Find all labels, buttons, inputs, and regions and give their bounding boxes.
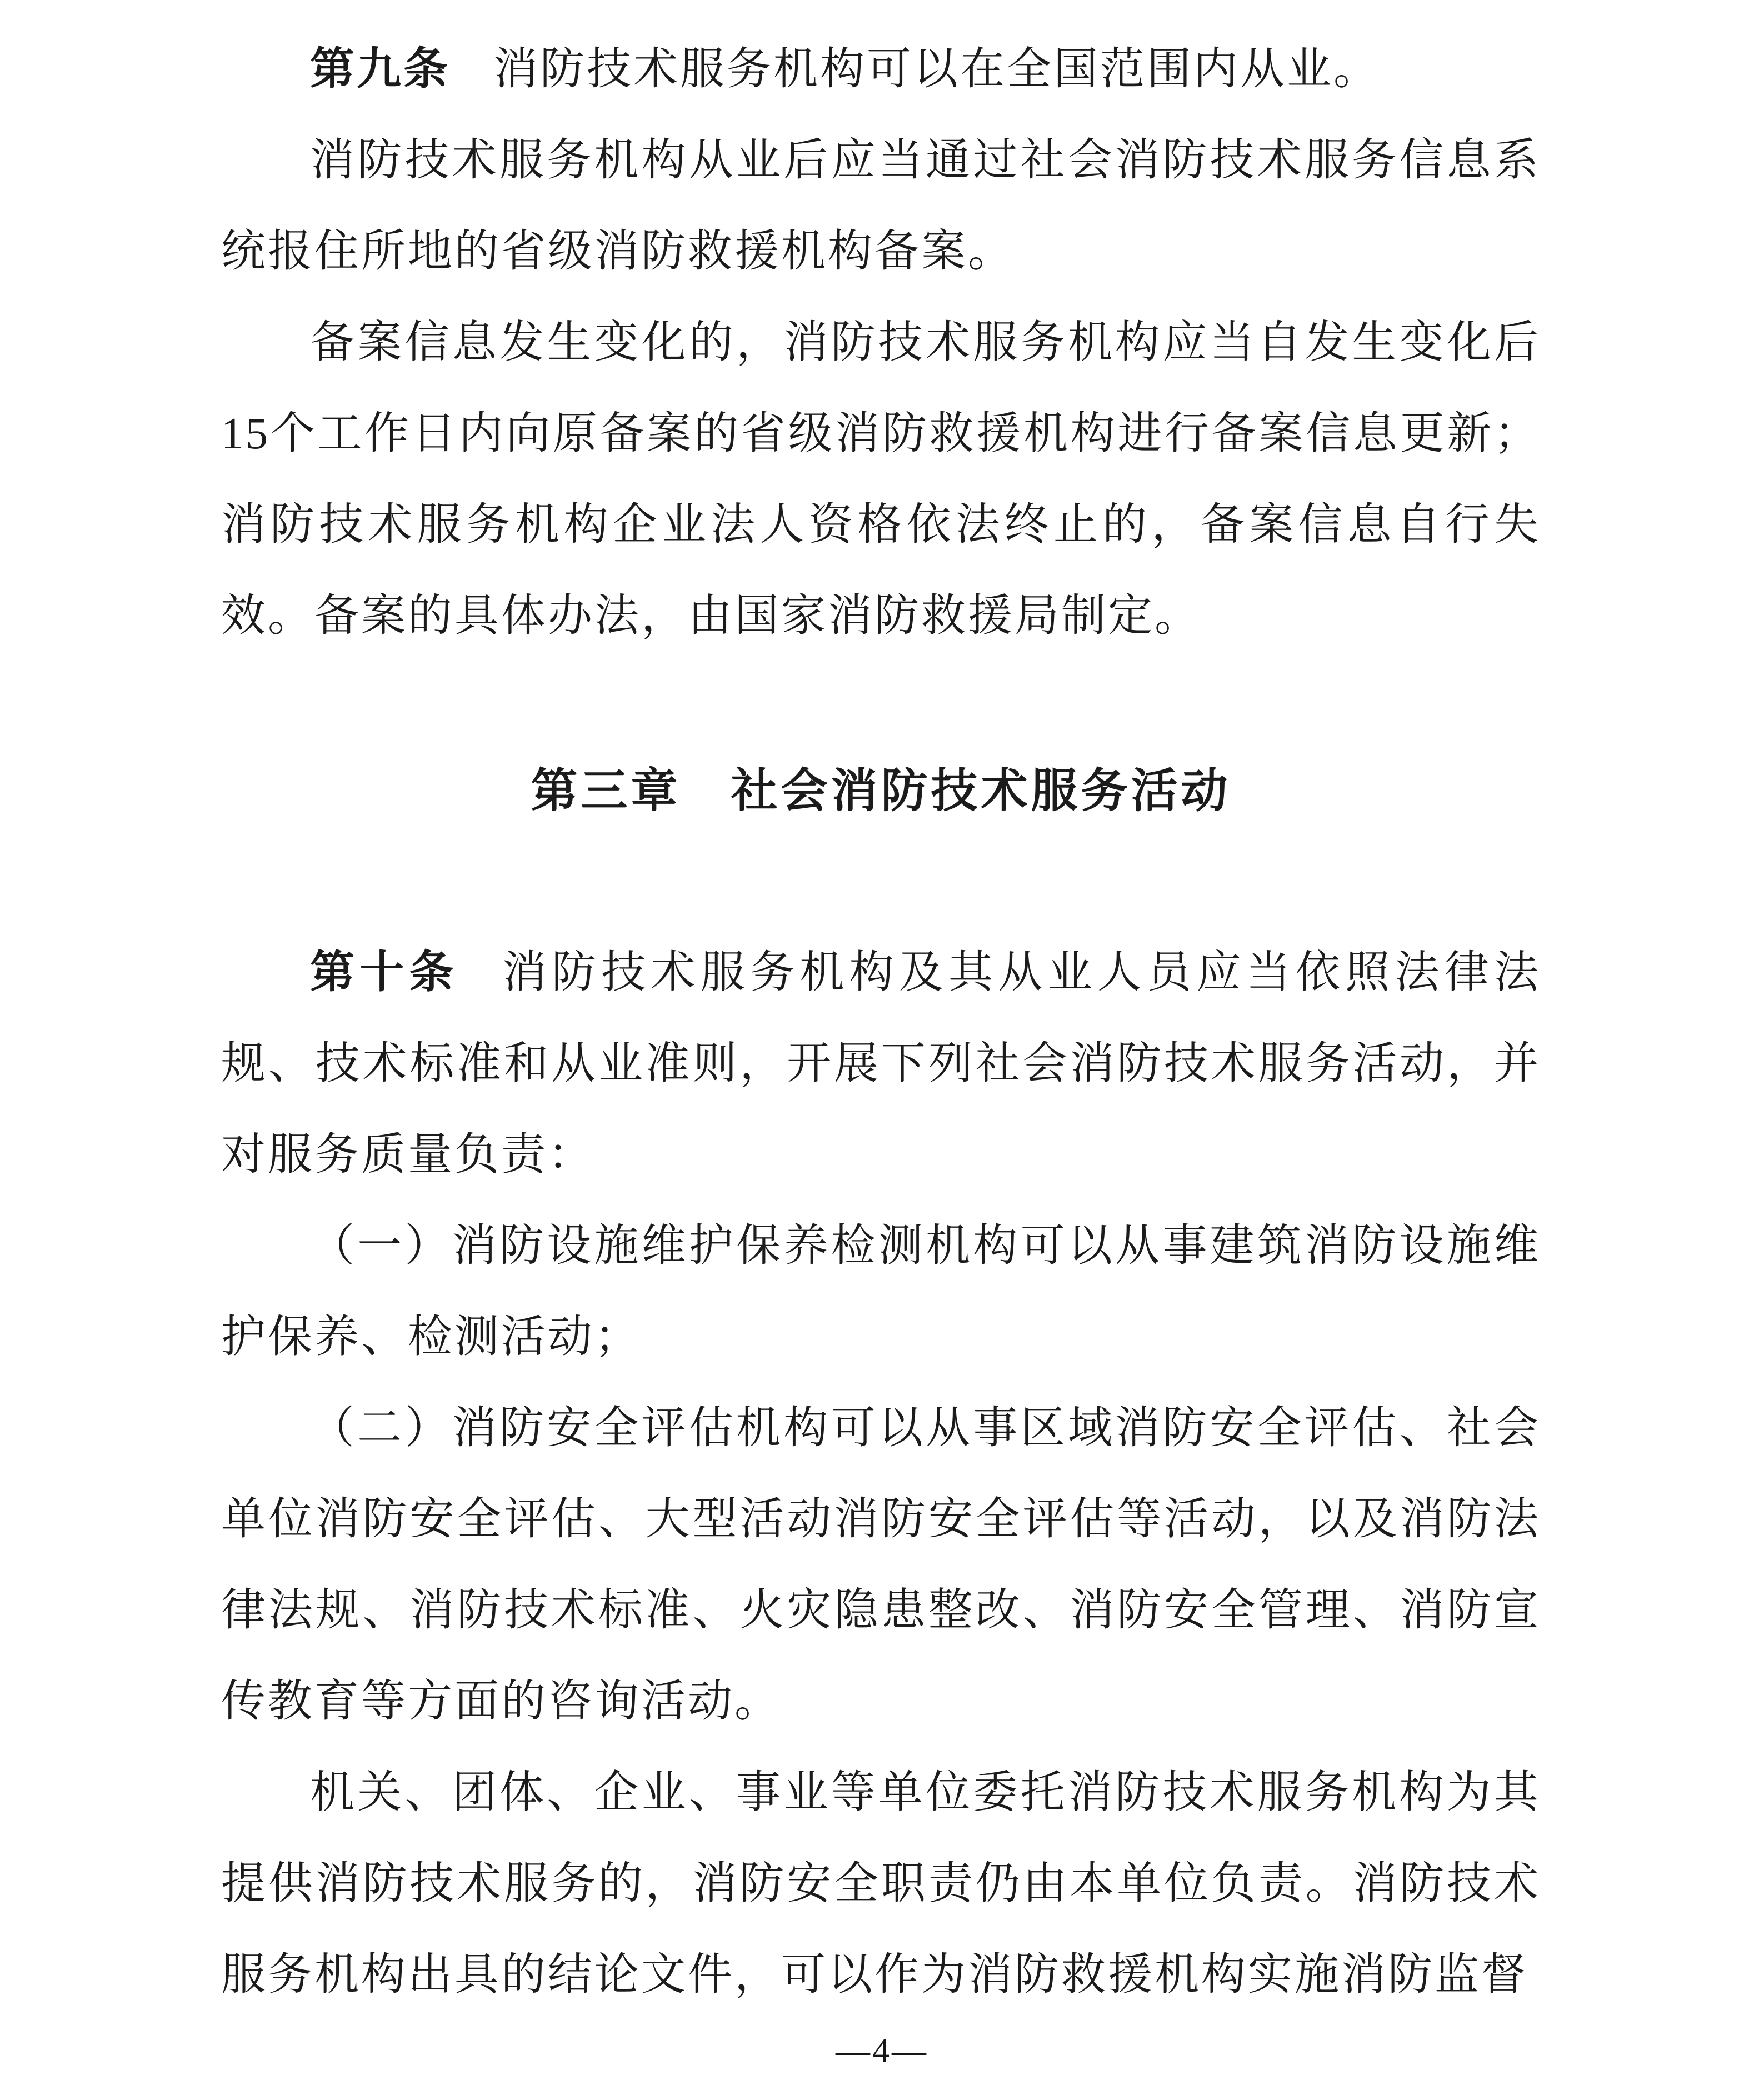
article-9-paragraph [221, 23, 1541, 115]
chapter-3-heading: 第三章 社会消防技术服务活动 [531, 764, 1231, 817]
article-10-paragraph [221, 927, 1541, 1201]
article-9-text: 消防技术服务机构可以在全国范围内从业。 [493, 45, 1380, 94]
article-9-update-text: 备案信息发生变化的，消防技术服务机构应当自发生变化后15个工作日内向原备案的省级消防救援机构进行备案信息更新；消防技术服务机构企业法人资格依法终止的，备案信息自行失效。备案的具体办法，由国家消防救援局制定。 [221, 318, 1541, 641]
article-9-number: 第九条 [310, 44, 450, 93]
document-content [221, 23, 1541, 2021]
article-10-entrust-paragraph [221, 1747, 1541, 2021]
article-9-filing-text: 消防技术服务机构从业后应当通过社会消防技术服务信息系统报住所地的省级消防救援机构备案。 [221, 136, 1541, 276]
page-number: —4— [836, 2032, 928, 2070]
article-10-number: 第十条 [310, 947, 459, 997]
article-10-entrust-text: 机关、团体、企业、事业等单位委托消防技术服务机构为其提供消防技术服务的，消防安全职责仍由本单位负责。消防技术服务机构出具的结论文件，可以作为消防救援机构实施消防监督 [221, 1768, 1541, 1999]
article-10-item-1-text: （一）消防设施维护保养检测机构可以从事建筑消防设施维护保养、检测活动； [221, 1222, 1541, 1362]
article-9-update-paragraph [221, 297, 1541, 662]
article-9-filing-paragraph [221, 115, 1541, 297]
article-10-item-1-paragraph [221, 1201, 1541, 1383]
article-10-text: 消防技术服务机构及其从业人员应当依照法律法规、技术标准和从业准则，开展下列社会消防技术服务活动，并对服务质量负责： [221, 948, 1541, 1179]
article-10-item-2-text: （二）消防安全评估机构可以从事区域消防安全评估、社会单位消防安全评估、大型活动消防安全评估等活动，以及消防法律法规、消防技术标准、火灾隐患整改、消防安全管理、消防宣传教育等方面的咨询活动。 [221, 1404, 1541, 1726]
article-10-item-2-paragraph [221, 1383, 1541, 1747]
